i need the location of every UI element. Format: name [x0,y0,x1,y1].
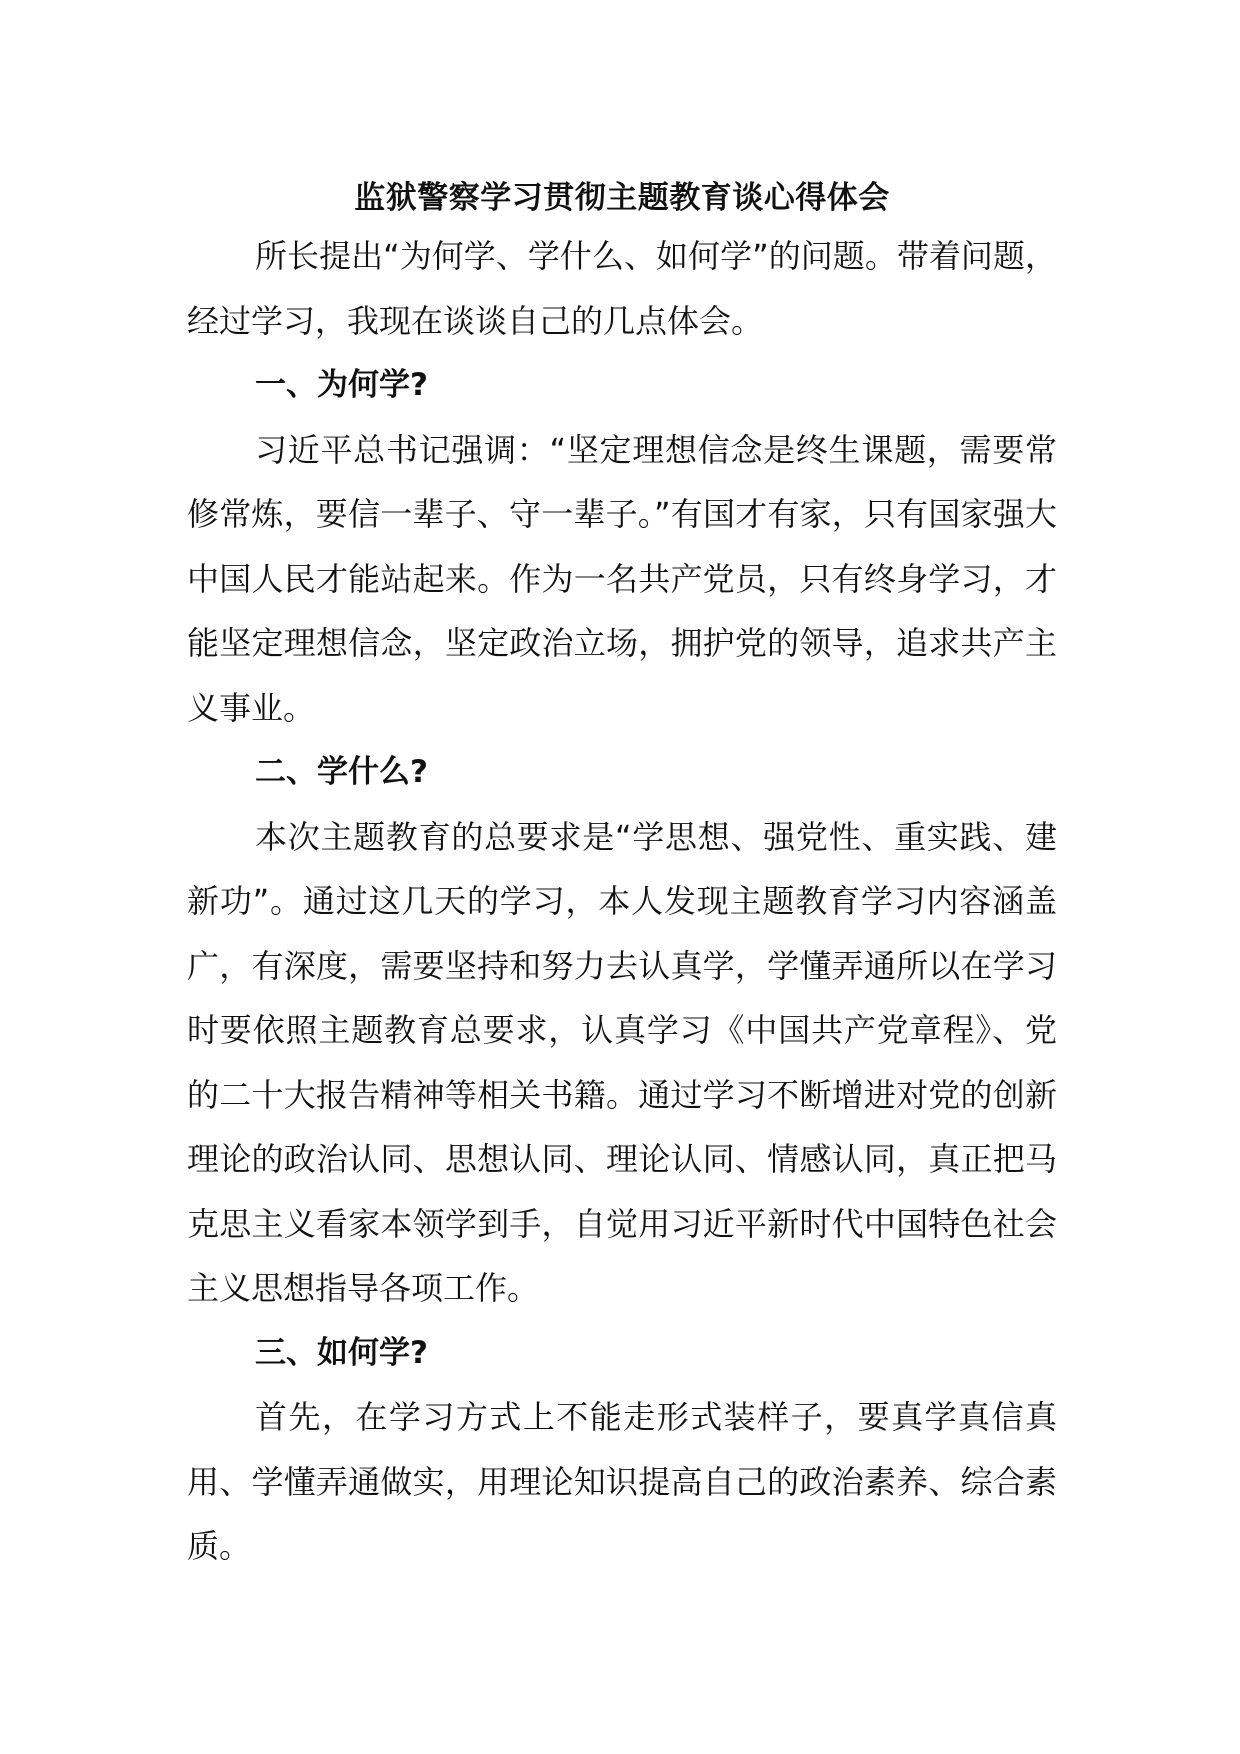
intro-paragraph: 所长提出“为何学、学什么、如何学”的问题。带着问题，经过学习，我现在谈谈自己的几点体会。 [187,237,1057,340]
section-paragraph-how: 首先，在学习方式上不能走形式装样子，要真学真信真用、学懂弄通做实，用理论知识提高自己的政治素养、综合素质。 [187,1398,1057,1565]
section-paragraph-why: 习近平总书记强调：“坚定理想信念是终生课题，需要常修常炼，要信一辈子、守一辈子。”有国才有家，只有国家强大中国人民才能站起来。作为一名共产党员，只有终身学习，才能坚定理想信念，坚定政治立场，拥护党的领导，追求共产主义事业。 [187,430,1057,727]
section-paragraph-what: 本次主题教育的总要求是“学思想、强党性、重实践、建新功”。通过这几天的学习，本人发现主题教育学习内容涵盖广，有深度，需要坚持和努力去认真学，学懂弄通所以在学习时要依照主题教育总要求，认真学习《中国共产党章程》、党的二十大报告精神等相关书籍。通过学习不断增进对党的创新理论的政治认同、思想认同、理论认同、情感认同，真正把马克思主义看家本领学到手，自觉用习近平新时代中国特色社会主义思想指导各项工作。 [187,817,1057,1307]
document-title: 监狱警察学习贯彻主题教育谈心得体会 [354,180,890,216]
document-body [187,172,1057,1579]
section-heading-what: 二、学什么? [255,754,428,790]
section-heading-why: 一、为何学? [255,367,428,403]
section-heading-how: 三、如何学? [255,1334,428,1371]
